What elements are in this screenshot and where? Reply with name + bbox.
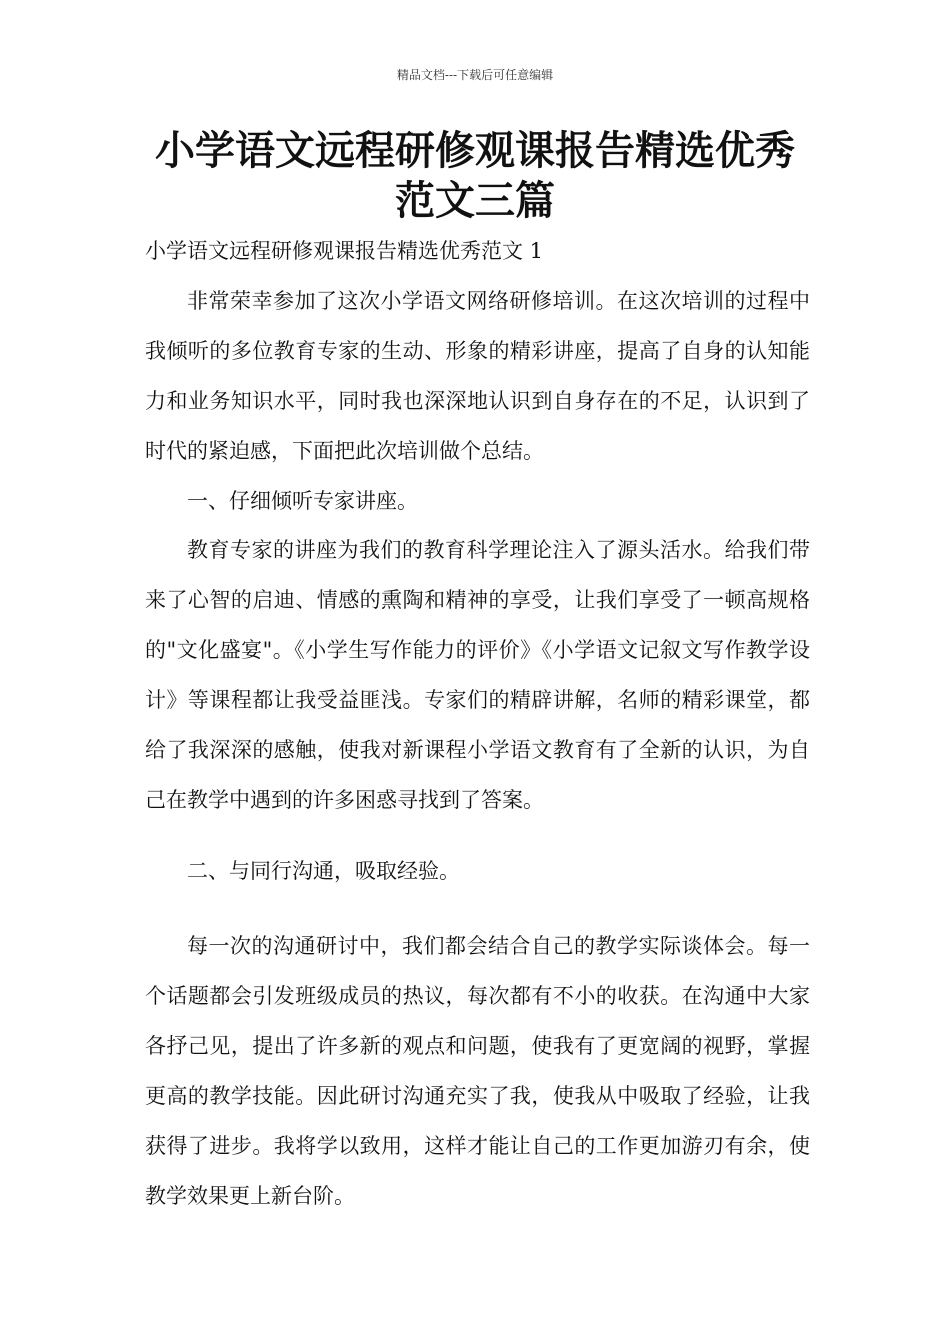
document-title: 小学语文远程研修观课报告精选优秀范文三篇 — [155, 128, 795, 224]
paragraph-lectures: 教育专家的讲座为我们的教育科学理论注入了源头活水。给我们带来了心智的启迪、情感的熏陶和精神的享受，让我们享受了一顿高规格的"文化盛宴"。《小学生写作能力的评价》《小学语文记叙文写作教学设计》等课程都让我受益匪浅。专家们的精辟讲解，名师的精彩课堂，都给了我深深的感触，使我对新课程小学语文教育有了全新的认识，为自己在教学中遇到的许多困惑寻找到了答案。 — [145, 538, 810, 812]
section-heading-1: 一、仔细倾听专家讲座。 — [187, 489, 418, 513]
header-note: 精品文档---下载后可任意编辑 — [396, 68, 554, 82]
section-subtitle: 小学语文远程研修观课报告精选优秀范文 1 — [145, 239, 544, 263]
paragraph-intro: 非常荣幸参加了这次小学语文网络研修培训。在这次培训的过程中我倾听的多位教育专家的生动、形象的精彩讲座，提高了自身的认知能力和业务知识水平，同时我也深深地认识到自身存在的不足，认识到了时代的紧迫感，下面把此次培训做个总结。 — [145, 289, 810, 463]
section-heading-2: 二、与同行沟通，吸取经验。 — [187, 859, 460, 883]
paragraph-communication: 每一次的沟通研讨中，我们都会结合自己的教学实际谈体会。每一个话题都会引发班级成员的热议，每次都有不小的收获。在沟通中大家各抒己见，提出了许多新的观点和问题，使我有了更宽阔的视野，掌握更高的教学技能。因此研讨沟通充实了我，使我从中吸取了经验，让我获得了进步。我将学以致用，这样才能让自己的工作更加游刃有余，使教学效果更上新台阶。 — [145, 934, 810, 1208]
